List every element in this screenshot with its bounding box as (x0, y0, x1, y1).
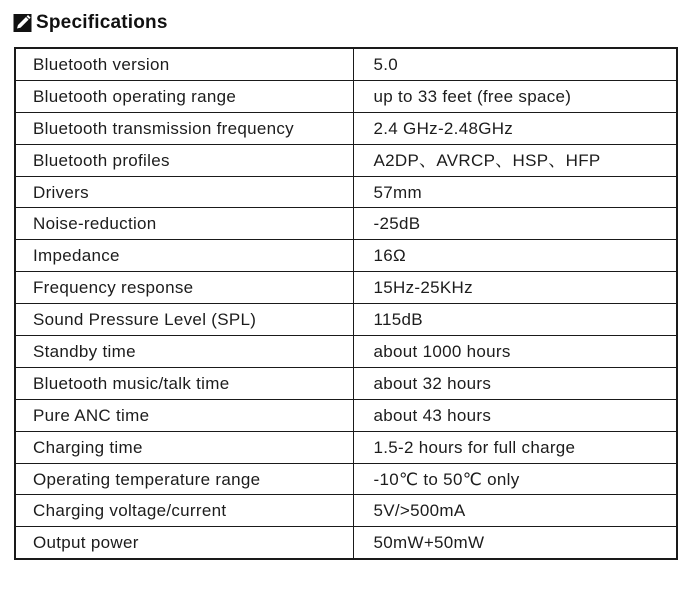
spec-label: Drivers (15, 176, 353, 208)
spec-label: Pure ANC time (15, 399, 353, 431)
spec-value: about 43 hours (353, 399, 677, 431)
table-row (15, 176, 677, 208)
spec-value: 115dB (353, 304, 677, 336)
spec-label: Noise-reduction (15, 208, 353, 240)
table-row (15, 431, 677, 463)
spec-label: Operating temperature range (15, 463, 353, 495)
spec-label: Standby time (15, 336, 353, 368)
table-row (15, 399, 677, 431)
table-row (15, 112, 677, 144)
table-row (15, 495, 677, 527)
specifications-table (14, 47, 678, 560)
specifications-table-body (15, 48, 677, 559)
spec-label: Bluetooth operating range (15, 80, 353, 112)
table-row (15, 367, 677, 399)
spec-label: Bluetooth music/talk time (15, 367, 353, 399)
edit-icon (13, 13, 33, 33)
spec-value: 16Ω (353, 240, 677, 272)
spec-label: Bluetooth transmission frequency (15, 112, 353, 144)
spec-value: 1.5-2 hours for full charge (353, 431, 677, 463)
table-row (15, 144, 677, 176)
table-row (15, 304, 677, 336)
spec-value: up to 33 feet (free space) (353, 80, 677, 112)
spec-label: Frequency response (15, 272, 353, 304)
spec-label: Charging voltage/current (15, 495, 353, 527)
spec-value: A2DP、AVRCP、HSP、HFP (353, 144, 677, 176)
table-row (15, 527, 677, 559)
spec-value: 57mm (353, 176, 677, 208)
table-row (15, 48, 677, 80)
spec-label: Impedance (15, 240, 353, 272)
spec-value: 50mW+50mW (353, 527, 677, 559)
spec-label: Sound Pressure Level (SPL) (15, 304, 353, 336)
spec-value: 2.4 GHz-2.48GHz (353, 112, 677, 144)
spec-value: 15Hz-25KHz (353, 272, 677, 304)
spec-label: Charging time (15, 431, 353, 463)
spec-value: 5V/>500mA (353, 495, 677, 527)
spec-value: about 1000 hours (353, 336, 677, 368)
table-row (15, 336, 677, 368)
table-row (15, 80, 677, 112)
section-heading (13, 9, 168, 37)
spec-value: -25dB (353, 208, 677, 240)
table-row (15, 208, 677, 240)
spec-value: 5.0 (353, 48, 677, 80)
table-row (15, 240, 677, 272)
spec-label: Bluetooth profiles (15, 144, 353, 176)
spec-value: about 32 hours (353, 367, 677, 399)
spec-value: -10℃ to 50℃ only (353, 463, 677, 495)
spec-label: Output power (15, 527, 353, 559)
table-row (15, 272, 677, 304)
page-title: Specifications (36, 12, 168, 33)
spec-label: Bluetooth version (15, 48, 353, 80)
table-row (15, 463, 677, 495)
